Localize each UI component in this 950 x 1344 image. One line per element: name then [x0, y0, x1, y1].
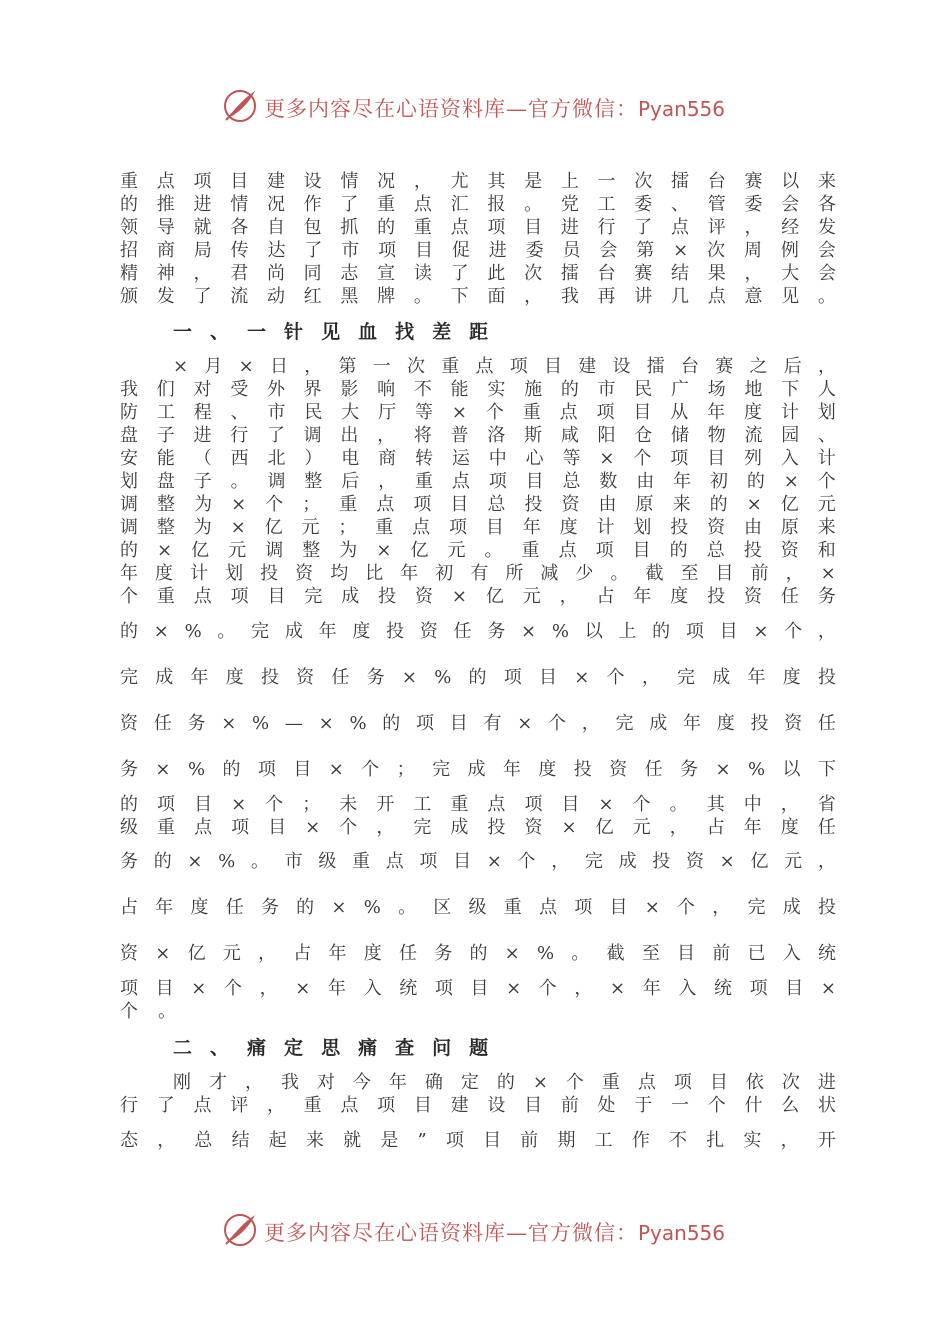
text-line: 个 重 点 项 目 完 成 投 资 × 亿 元 ， 占 年 度 投 资 任 务	[120, 586, 836, 607]
text-line: 务 × % 的 项 目 × 个 ； 完 成 年 度 投 资 任 务 × % 以 下	[120, 759, 836, 780]
text-line: 完 成 年 度 投 资 任 务 × % 的 项 目 × 个 ， 完 成 年 度 投	[120, 667, 836, 688]
text-line: × 月 × 日 ， 第 一 次 重 点 项 目 建 设 擂 台 赛 之 后 ，	[173, 356, 836, 377]
text-line: 占 年 度 任 务 的 × % 。 区 级 重 点 项 目 × 个 ， 完 成 投	[120, 897, 836, 918]
text-line: 安 能 （ 西 北 ） 电 商 转 运 中 心 等 × 个 项 目 列 入 计	[120, 448, 836, 469]
text-line: 行 了 点 评 ， 重 点 项 目 建 设 目 前 处 于 一 个 什 么 状	[120, 1095, 836, 1116]
watermark-text: 更多内容尽在心语资料库—官方微信：Pyan556	[264, 1221, 726, 1245]
text-line: 我 们 对 受 外 界 影 响 不 能 实 施 的 市 民 广 场 地 下 人	[120, 379, 836, 400]
text-line: 重 点 项 目 建 设 情 况 ， 尤 其 是 上 一 次 擂 台 赛 以 来	[120, 171, 836, 192]
text-line: 的 推 进 情 况 作 了 重 点 汇 报 。 党 工 委 、 管 委 会 各	[120, 194, 836, 215]
section-heading: 二 、 痛 定 思 痛 查 问 题	[173, 1037, 489, 1059]
quill-logo-icon	[220, 86, 260, 126]
text-line: 态 ， 总 结 起 来 就 是 ” 项 目 前 期 工 作 不 扎 实 ， 开	[120, 1130, 836, 1151]
text-line: 的 × % 。 完 成 年 度 投 资 任 务 × % 以 上 的 项 目 × 个 ，	[120, 621, 836, 642]
text-line: 调 整 为 × 亿 元 ； 重 点 项 目 年 度 计 划 投 资 由 原 来	[120, 517, 836, 538]
quill-logo-icon	[220, 1210, 260, 1250]
section-heading: 一 、 一 针 见 血 找 差 距	[173, 321, 489, 343]
text-line: 个 。	[120, 1001, 176, 1022]
text-line: 的 项 目 × 个 ； 未 开 工 重 点 项 目 × 个 。 其 中 ， 省	[120, 794, 836, 815]
text-line: 调 整 为 × 个 ； 重 点 项 目 总 投 资 由 原 来 的 × 亿 元	[120, 494, 836, 515]
text-line: 刚 才 ， 我 对 今 年 确 定 的 × 个 重 点 项 目 依 次 进	[173, 1072, 836, 1093]
text-line: 盘 子 进 行 了 调 出 ， 将 普 洛 斯 咸 阳 仓 储 物 流 园 、	[120, 425, 836, 446]
header-watermark-banner	[0, 86, 950, 126]
text-line: 精 神 ， 君 尚 同 志 宣 读 了 此 次 擂 台 赛 结 果 ， 大 会	[120, 263, 836, 284]
text-line: 级 重 点 项 目 × 个 ， 完 成 投 资 × 亿 元 ， 占 年 度 任	[120, 817, 836, 838]
text-line: 务 的 × % 。 市 级 重 点 项 目 × 个 ， 完 成 投 资 × 亿 元 ，	[120, 851, 836, 872]
text-line: 项 目 × 个 ， × 年 入 统 项 目 × 个 ， × 年 入 统 项 目 ×	[120, 978, 836, 999]
footer-watermark-banner	[0, 1210, 950, 1250]
text-line: 年 度 计 划 投 资 均 比 年 初 有 所 减 少 。 截 至 目 前 ， ×	[120, 563, 836, 584]
text-line: 领 导 就 各 自 包 抓 的 重 点 项 目 进 行 了 点 评 ， 经 发	[120, 217, 836, 238]
text-line: 划 盘 子 。 调 整 后 ， 重 点 项 目 总 数 由 年 初 的 × 个	[120, 471, 836, 492]
text-line: 防 工 程 、 市 民 大 厅 等 × 个 重 点 项 目 从 年 度 计 划	[120, 402, 836, 423]
text-line: 的 × 亿 元 调 整 为 × 亿 元 。 重 点 项 目 的 总 投 资 和	[120, 540, 836, 561]
text-line: 招 商 局 传 达 了 市 项 目 促 进 委 员 会 第 × 次 周 例 会	[120, 240, 836, 261]
text-line: 资 任 务 × % — × % 的 项 目 有 × 个 ， 完 成 年 度 投 资 任	[120, 713, 836, 734]
text-line: 资 × 亿 元 ， 占 年 度 任 务 的 × % 。 截 至 目 前 已 入 统	[120, 943, 836, 964]
watermark-text: 更多内容尽在心语资料库—官方微信：Pyan556	[264, 97, 726, 121]
text-line: 颁 发 了 流 动 红 黑 牌 。 下 面 ， 我 再 讲 几 点 意 见 。	[120, 286, 836, 307]
